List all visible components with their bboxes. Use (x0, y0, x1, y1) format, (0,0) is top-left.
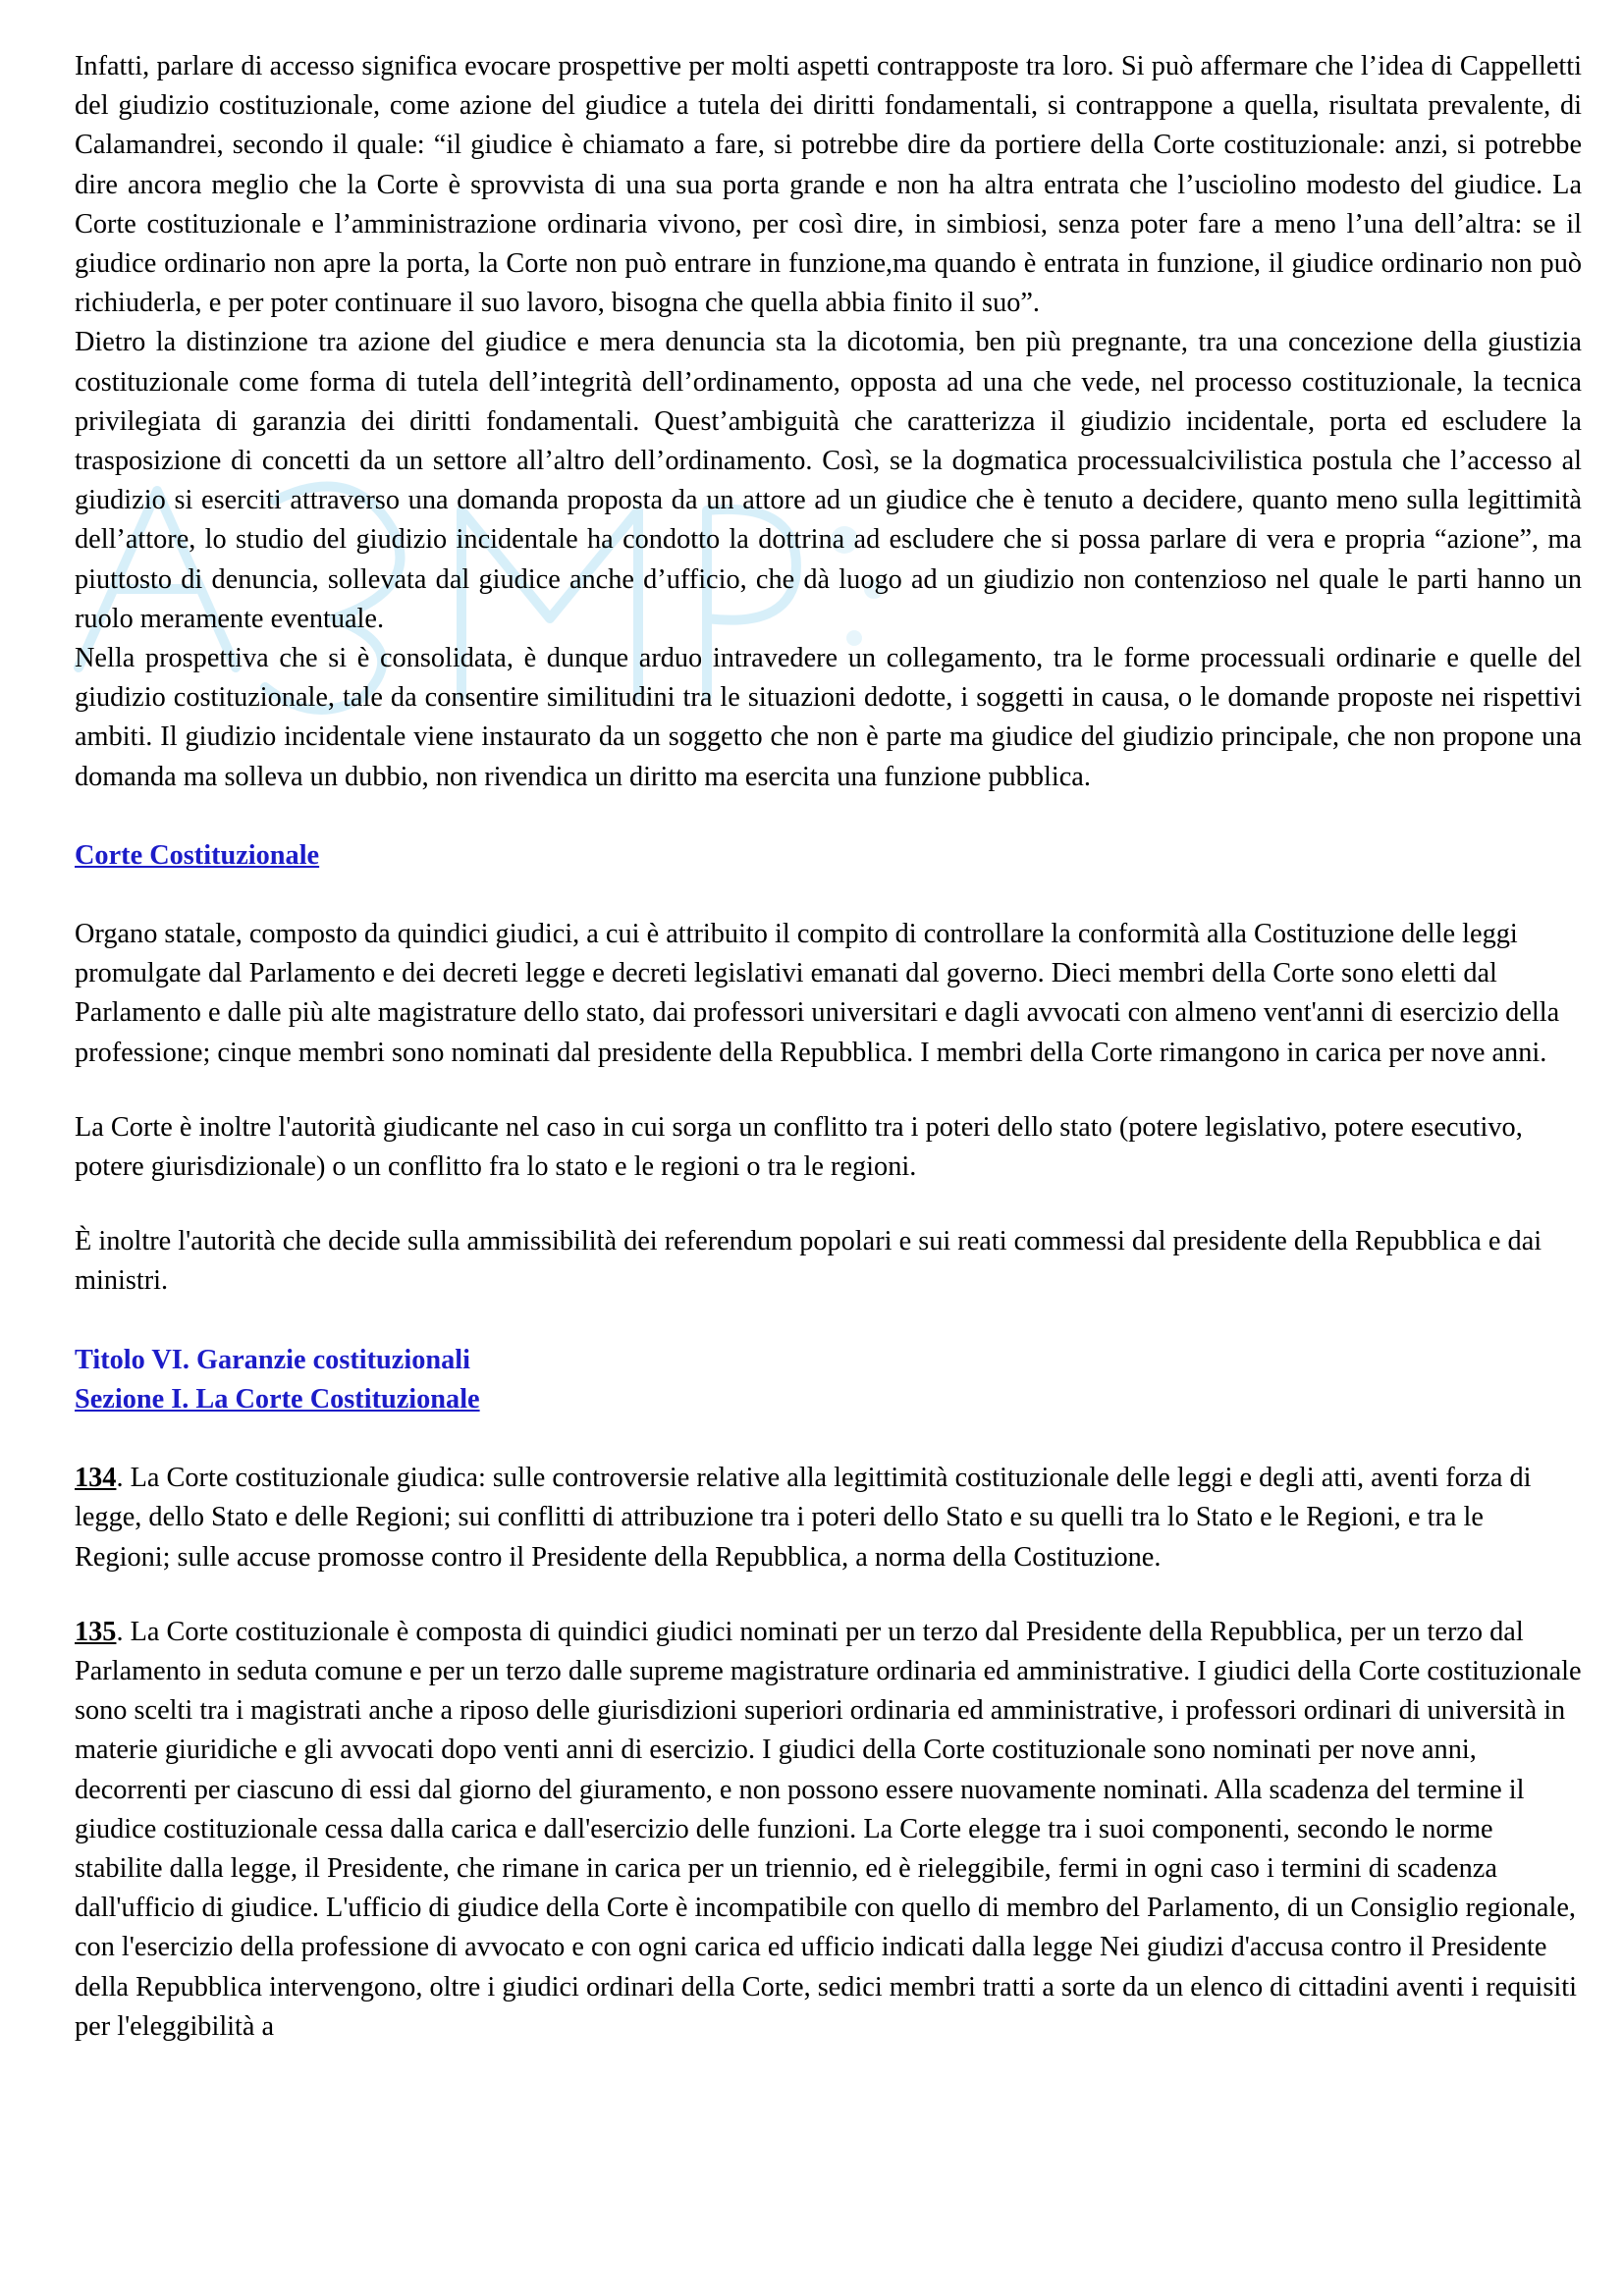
article-135-text: . La Corte costituzionale è composta di quindici giudici nominati per un terzo dal Presidente della Repubblica, per un terzo dal Parlamento in seduta comune e per un terzo dalle supreme magistrature ordinaria ed amministrative. I giudici della Corte costituzionale sono scelti tra i magistrati anche a riposo delle giurisdizioni superiori ordinaria ed amministrative, i professori ordinari di università in materie giuridiche e gli avvocati dopo venti anni di esercizio. I giudici della Corte costituzionale sono nominati per nove anni, decorrenti per ciascuno di essi dal giorno del giuramento, e non possono essere nuovamente nominati. Alla scadenza del termine il giudice costituzionale cessa dalla carica e dall'esercizio delle funzioni. La Corte elegge tra i suoi componenti, secondo le norme stabilite dalla legge, il Presidente, che rimane in carica per un triennio, ed è rieleggibile, fermi in ogni caso i termini di scadenza dall'ufficio di giudice. L'ufficio di giudice della Corte è incompatibile con quello di membro del Parlamento, di un Consiglio regionale, con l'esercizio della professione di avvocato e con ogni carica ed ufficio indicati dalla legge Nei giudizi d'accusa contro il Presidente della Repubblica intervengono, oltre i giudici ordinari della Corte, sedici membri tratti a sorte da un elenco di cittadini aventi i requisiti per l'eleggibilità a (75, 1616, 1582, 2042)
titolo-vi-heading: Titolo VI. Garanzie costituzionali (75, 1344, 470, 1375)
article-135-number-link[interactable]: 135 (75, 1616, 117, 1647)
corte-paragraph-1: Organo statale, composto da quindici giudici, a cui è attribuito il compito di controllare la conformità alla Costituzione delle leggi promulgate dal Parlamento e dei decreti legge e decreti legislativi emanati dal governo. Dieci membri della Corte sono eletti dal Parlamento e dalle più alte magistrature dello stato, dai professori universitari e dagli avvocati con almeno vent'anni di esercizio della professione; cinque membri sono nominati dal presidente della Repubblica. I membri della Corte rimangono in carica per nove anni. (75, 919, 1560, 1068)
corte-costituzionale-heading-link[interactable]: Corte Costituzionale (75, 839, 320, 871)
intro-paragraph-1: Infatti, parlare di accesso significa evocare prospettive per molti aspetti contrapposte tra loro. Si può affermare che l’idea di Cappelletti del giudizio costituzionale, come azione del giudice a tutela dei diritti fondamentali, si contrappone a quella, risultata prevalente, di Calamandrei, secondo il quale: “il giudice è chiamato a fare, si potrebbe dire da portiere della Corte costituzionale: anzi, si potrebbe dire ancora meglio che la Corte è sprovvista di una sua porta grande e non ha altra entrata che l’usciolino modesto del giudice. La Corte costituzionale e l’amministrazione ordinaria vivono, per così dire, in simbiosi, senza poter fare a meno l’una dell’altra: se il giudice ordinario non apre la porta, la Corte non può entrare in funzione,ma quando è entrata in funzione, il giudice ordinario non può richiuderla, e per poter continuare il suo lavoro, bisogna che quella abbia finito il suo”. (75, 51, 1582, 319)
intro-paragraph-3: Nella prospettiva che si è consolidata, è dunque arduo intravedere un collegamento, tra le forme processuali ordinarie e quelle del giudizio costituzionale, tale da consentire similitudini tra le situazioni dedotte, i soggetti in causa, o le domande proposte nei rispettivi ambiti. Il giudizio incidentale viene instaurato da un soggetto che non è parte ma giudice del giudizio principale, che non propone una domanda ma solleva un dubbio, non rivendica un diritto ma esercita una funzione pubblica. (75, 643, 1582, 792)
document-page (75, 47, 1582, 2047)
sezione-i-heading-link[interactable]: Sezione I. La Corte Costituzionale (75, 1383, 480, 1415)
article-135 (75, 1613, 1582, 2047)
intro-paragraph-2: Dietro la distinzione tra azione del giudice e mera denuncia sta la dicotomia, ben più pregnante, tra una concezione della giustizia costituzionale come forma di tutela dell’integrità dell’ordinamento, opposta ad una che vede, nel processo costituzionale, la tecnica privilegiata di garanzia dei diritti fondamentali. Quest’ambiguità che caratterizza il giudizio incidentale, porta ed escludere la trasposizione di concetti da un settore all’altro dell’ordinamento. Così, se la dogmatica processualcivilistica postula che l’accesso al giudizio si eserciti attraverso una domanda proposta da un attore ad un giudice che è tenuto a decidere, quanto meno sulla legittimità dell’attore, lo studio del giudizio incidentale ha condotto la dottrina ad escludere che si possa parlare di vera e propria “azione”, ma piuttosto di denuncia, sollevata dal giudice anche d’ufficio, che dà luogo ad un giudizio non contenzioso nel quale le parti hanno un ruolo meramente eventuale. (75, 327, 1582, 634)
article-134 (75, 1459, 1582, 1577)
corte-paragraph-3: È inoltre l'autorità che decide sulla ammissibilità dei referendum popolari e sui reati commessi dal presidente della Repubblica e dai ministri. (75, 1226, 1542, 1297)
article-134-number-link[interactable]: 134 (75, 1463, 117, 1494)
corte-paragraph-2: La Corte è inoltre l'autorità giudicante nel caso in cui sorga un conflitto tra i poteri dello stato (potere legislativo, potere esecutivo, potere giurisdizionale) o un conflitto fra lo stato e le regioni o tra le regioni. (75, 1111, 1523, 1183)
article-134-text: . La Corte costituzionale giudica: sulle controversie relative alla legittimità costituzionale delle leggi e degli atti, aventi forza di legge, dello Stato e delle Regioni; sui conflitti di attribuzione tra i poteri dello Stato e su quelli tra lo Stato e le Regioni, e tra le Regioni; sulle accuse promosse contro il Presidente della Repubblica, a norma della Costituzione. (75, 1463, 1532, 1573)
